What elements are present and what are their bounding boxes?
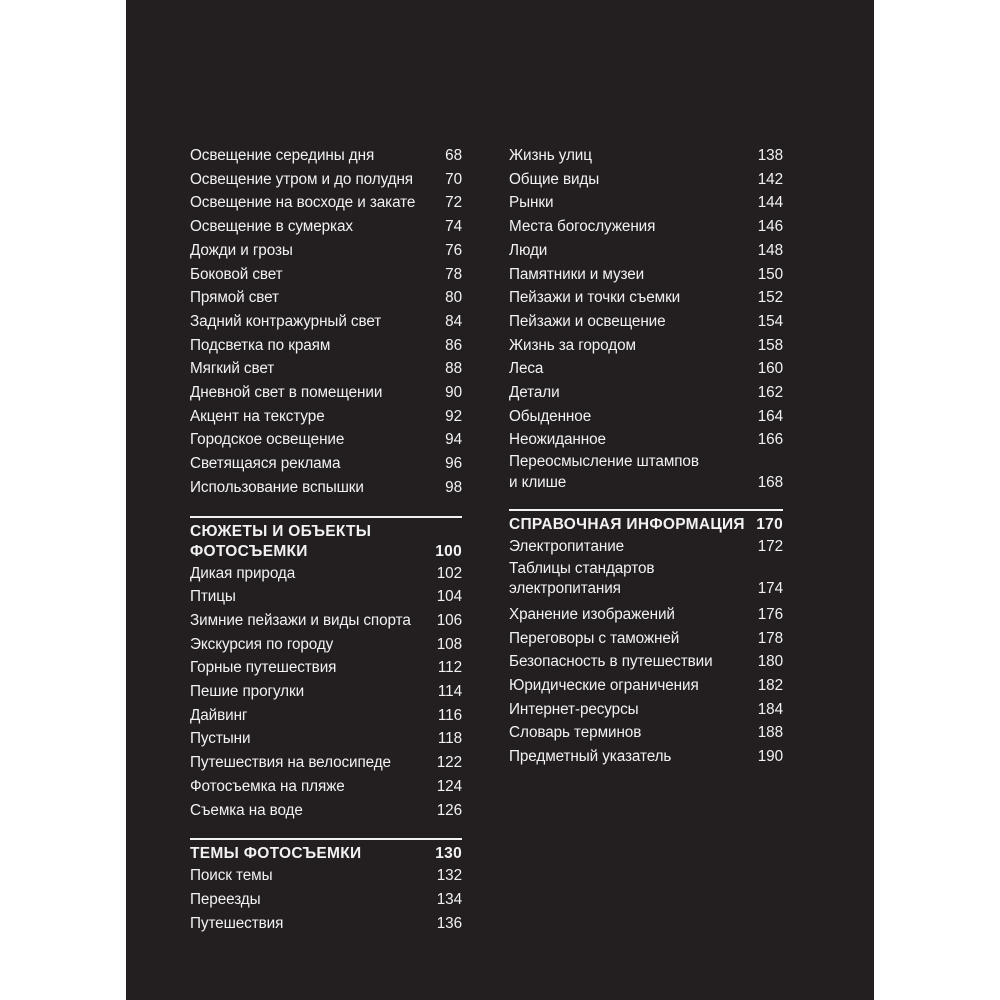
entry-page: 96: [445, 455, 462, 473]
toc-entry: [190, 775, 462, 799]
toc-entry: [190, 704, 462, 728]
toc-entry: [190, 357, 462, 381]
entry-title: Фотосъемка на пляже: [190, 777, 345, 795]
toc-entry: [190, 751, 462, 775]
entry-title: Переезды: [190, 890, 261, 908]
entry-title: Памятники и музеи: [509, 265, 645, 283]
entry-page: 188: [757, 724, 783, 742]
entry-title: Горные путешествия: [190, 659, 337, 677]
entry-page: 88: [445, 360, 462, 378]
toc-entry: [509, 452, 783, 493]
toc-entry: [190, 334, 462, 358]
entry-page: 134: [436, 890, 462, 908]
toc-entry: [190, 864, 462, 888]
toc-section: [509, 509, 783, 769]
toc-entry: [190, 476, 462, 500]
entry-title: Освещение на восходе и закате: [190, 194, 416, 212]
entry-title: Люди: [509, 241, 548, 259]
entry-title: Места богослужения: [509, 218, 656, 236]
entry-title: Городское освещение: [190, 431, 345, 449]
entry-title: Рынки: [509, 194, 554, 212]
toc-entry: [509, 310, 783, 334]
entry-title: Съемка на воде: [190, 801, 303, 819]
section-page: 100: [435, 542, 462, 560]
entry-title: Жизнь улиц: [509, 147, 592, 164]
entry-title: Зимние пейзажи и виды спорта: [190, 611, 411, 629]
entry-page: 138: [757, 147, 783, 164]
entry-page: 182: [757, 676, 783, 694]
toc-entry: [509, 603, 783, 627]
entry-title: Дайвинг: [190, 706, 248, 724]
entry-title: Предметный указатель: [509, 748, 672, 766]
entry-title: Подсветка по краям: [190, 336, 331, 354]
entry-page: 118: [437, 730, 462, 748]
entry-page: 184: [757, 700, 783, 718]
entry-page: 174: [757, 580, 783, 598]
entry-title: Использование вспышки: [190, 478, 364, 496]
entry-title: Дикая природа: [190, 564, 296, 582]
section-heading: [190, 522, 462, 562]
entry-page: 86: [445, 336, 462, 354]
section-title: СПРАВОЧНАЯ ИНФОРМАЦИЯ: [509, 516, 745, 534]
entry-page: 76: [445, 241, 462, 259]
entry-page: 180: [757, 653, 783, 671]
entry-page: 108: [436, 635, 462, 653]
toc-entry: [190, 633, 462, 657]
toc-entry: [190, 799, 462, 823]
toc-entry: [190, 888, 462, 912]
entry-page: 142: [757, 170, 783, 188]
entry-title: Хранение изображений: [509, 605, 675, 623]
entry-title: Пейзажи и точки съемки: [509, 289, 681, 307]
entry-page: 68: [445, 147, 462, 164]
toc-entry: [190, 912, 462, 936]
entry-title: Обыденное: [509, 407, 592, 425]
toc-entry: [509, 286, 783, 310]
toc-entry: [190, 452, 462, 476]
entry-page: 144: [757, 194, 783, 212]
entry-title: Акцент на текстуре: [190, 407, 325, 425]
entry-page: 190: [757, 748, 783, 766]
toc-entry: [509, 144, 783, 168]
toc-entry-list: [509, 144, 783, 493]
entry-title: Освещение в сумерках: [190, 218, 353, 236]
section-page: 130: [435, 845, 462, 863]
entry-title: Электропитание: [509, 538, 625, 556]
entry-title: Жизнь за городом: [509, 336, 636, 354]
entry-page: 84: [445, 312, 462, 330]
entry-page: 176: [757, 605, 783, 623]
toc-left-column: [190, 144, 462, 935]
entry-page: 150: [757, 265, 783, 283]
section-title: ТЕМЫ ФОТОСЪЕМКИ: [190, 845, 362, 863]
entry-title: Леса: [509, 360, 544, 378]
entry-page: 94: [445, 431, 462, 449]
section-title: СЮЖЕТЫ И ОБЪЕКТЫ ФОТОСЪЕМКИ: [190, 522, 372, 560]
entry-page: 92: [445, 407, 462, 425]
toc-entry: [509, 357, 783, 381]
entry-title: Светящаяся реклама: [190, 455, 341, 473]
entry-title: Неожиданное: [509, 431, 606, 449]
toc-entry: [190, 656, 462, 680]
entry-page: 132: [436, 867, 462, 885]
entry-page: 72: [445, 194, 462, 212]
entry-page: 154: [757, 312, 783, 330]
entry-title: Таблицы стандартов электропитания: [509, 559, 655, 598]
entry-title: Детали: [509, 384, 560, 402]
toc-entry: [190, 680, 462, 704]
toc-entry: [509, 168, 783, 192]
entry-title: Переговоры с таможней: [509, 629, 680, 647]
entry-page: 116: [437, 706, 462, 724]
toc-entry: [509, 745, 783, 769]
toc-entry: [509, 698, 783, 722]
entry-page: 124: [436, 777, 462, 795]
entry-title: Задний контражурный свет: [190, 312, 382, 330]
entry-page: 160: [757, 360, 783, 378]
entry-page: 122: [436, 754, 462, 772]
toc-entry: [190, 428, 462, 452]
toc-entry: [190, 215, 462, 239]
toc-entry: [509, 535, 783, 559]
entry-title: Поиск темы: [190, 867, 273, 885]
entry-page: 80: [445, 289, 462, 307]
entry-page: 126: [436, 801, 462, 819]
toc-entry: [190, 144, 462, 168]
entry-page: 158: [757, 336, 783, 354]
entry-page: 78: [445, 265, 462, 283]
toc-entry: [509, 674, 783, 698]
toc-section: [190, 516, 462, 823]
entry-page: 148: [757, 241, 783, 259]
toc-entry: [190, 562, 462, 586]
toc-entry: [509, 428, 783, 452]
toc-entry: [190, 405, 462, 429]
toc-entry: [190, 191, 462, 215]
toc-entry: [509, 381, 783, 405]
entry-page: 164: [757, 407, 783, 425]
entry-page: 146: [757, 218, 783, 236]
section-heading: [509, 515, 783, 535]
toc-entry: [190, 727, 462, 751]
entry-page: 172: [757, 538, 783, 556]
entry-title: Освещение утром и до полудня: [190, 170, 413, 188]
entry-page: 106: [436, 611, 462, 629]
entry-title: Словарь терминов: [509, 724, 642, 742]
entry-title: Экскурсия по городу: [190, 635, 334, 653]
entry-title: Интернет-ресурсы: [509, 700, 639, 718]
entry-page: 152: [757, 289, 783, 307]
toc-entry: [509, 334, 783, 358]
entry-page: 178: [757, 629, 783, 647]
entry-page: 162: [757, 384, 783, 402]
toc-entry: [509, 627, 783, 651]
entry-title: Пейзажи и освещение: [509, 312, 666, 330]
toc-entry: [190, 263, 462, 287]
entry-page: 102: [436, 564, 462, 582]
toc-entry: [190, 286, 462, 310]
entry-title: Прямой свет: [190, 289, 279, 307]
entry-title: Переосмысление штампов и клише: [509, 453, 699, 491]
entry-page: 136: [436, 914, 462, 932]
toc-entry: [190, 585, 462, 609]
section-heading: [190, 844, 462, 864]
entry-title: Путешествия: [190, 914, 284, 932]
toc-page: [126, 0, 874, 1000]
toc-section: [190, 838, 462, 935]
toc-entry: [190, 239, 462, 263]
entry-title: Пустыни: [190, 730, 251, 748]
toc-entry: [509, 191, 783, 215]
entry-title: Путешествия на велосипеде: [190, 754, 391, 772]
entry-title: Общие виды: [509, 170, 600, 188]
toc-entry-list: [190, 144, 462, 500]
toc-entry: [190, 310, 462, 334]
entry-page: 112: [437, 659, 462, 677]
entry-title: Дожди и грозы: [190, 241, 293, 259]
entry-page: 70: [445, 170, 462, 188]
toc-entry: [509, 215, 783, 239]
entry-page: 104: [436, 588, 462, 606]
entry-title: Освещение середины дня: [190, 147, 375, 164]
toc-entry: [509, 721, 783, 745]
entry-title: Безопасность в путешествии: [509, 653, 713, 671]
entry-title: Юридические ограничения: [509, 676, 699, 694]
toc-entry: [190, 609, 462, 633]
toc-entry: [509, 263, 783, 287]
entry-title: Дневной свет в помещении: [190, 384, 383, 402]
toc-entry: [190, 381, 462, 405]
toc-entry: [509, 239, 783, 263]
entry-title: Пешие прогулки: [190, 683, 305, 701]
entry-title: Птицы: [190, 588, 236, 606]
section-page: 170: [756, 516, 783, 534]
entry-page: 166: [757, 431, 783, 449]
entry-title: Мягкий свет: [190, 360, 275, 378]
toc-entry: [509, 650, 783, 674]
entry-title: Боковой свет: [190, 265, 283, 283]
toc-entry: [509, 405, 783, 429]
entry-page: 168: [757, 473, 783, 491]
entry-page: 74: [445, 218, 462, 236]
toc-right-column: [509, 144, 783, 769]
entry-page: 98: [445, 478, 462, 496]
entry-page: 114: [437, 683, 462, 701]
toc-entry: [190, 168, 462, 192]
entry-page: 90: [445, 384, 462, 402]
toc-entry: [509, 559, 783, 600]
